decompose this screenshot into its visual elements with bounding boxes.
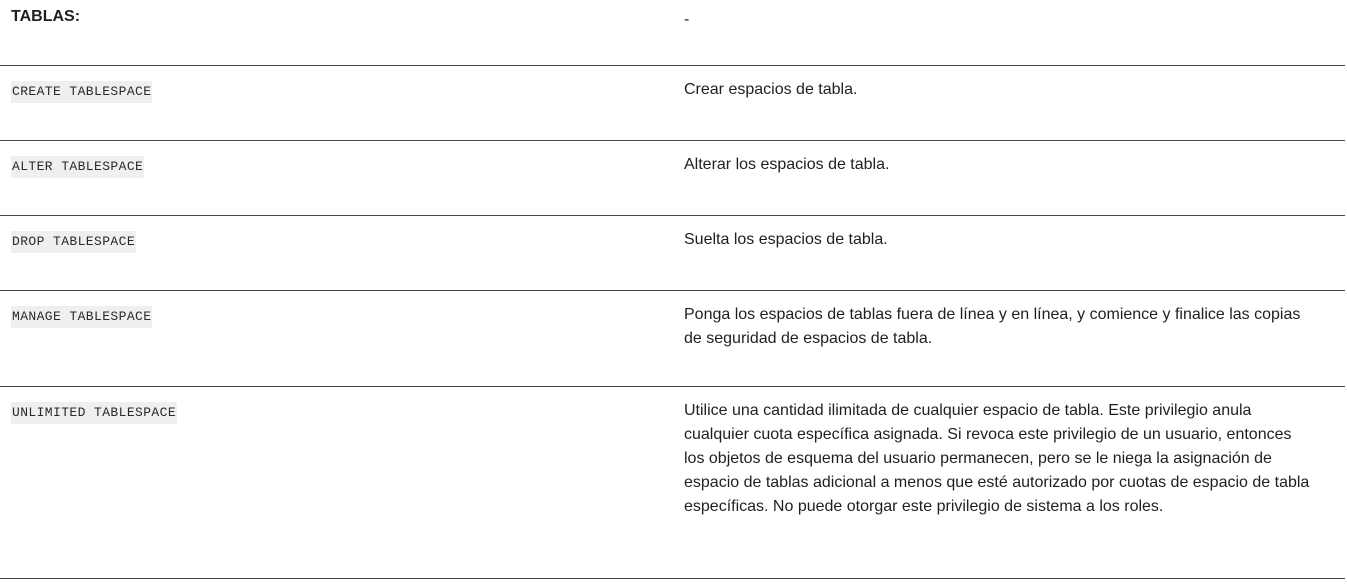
privilege-code: CREATE TABLESPACE [11,81,152,103]
table-row [0,216,1345,291]
table-header-row [0,0,1345,66]
section-title-value: - [684,11,690,28]
description-cell: Alterar los espacios de tabla. [684,156,890,173]
description-cell: Suelta los espacios de tabla. [684,231,888,248]
privilege-code: DROP TABLESPACE [11,231,136,253]
table-row [0,291,1345,387]
table-row [0,66,1345,141]
privilege-code: MANAGE TABLESPACE [11,306,152,328]
privilege-cell [0,291,673,386]
privilege-code: UNLIMITED TABLESPACE [11,402,177,424]
privilege-code: ALTER TABLESPACE [11,156,144,178]
privilege-cell [0,141,673,215]
description-cell: Utilice una cantidad ilimitada de cualquier espacio de tabla. Este privilegio anula cualquier cuota específica asignada. Si revoca este privilegio de un usuario, entonces los objetos de esquema del usuario permanecen, pero se le niega la asignación de espacio de tablas adicional a menos que esté autorizado por cuotas de espacio de tabla específicas. No puede otorgar este privilegio de sistema a los roles. [684,402,1310,515]
privilege-cell [0,66,673,140]
privilege-cell [0,216,673,290]
table-row [0,141,1345,216]
description-cell: Crear espacios de tabla. [684,81,858,98]
privilege-cell [0,387,673,578]
table-row [0,387,1345,579]
section-title: TABLAS: [11,8,81,25]
description-cell: Ponga los espacios de tablas fuera de línea y en línea, y comience y finalice las copias de seguridad de espacios de tabla. [684,306,1301,347]
